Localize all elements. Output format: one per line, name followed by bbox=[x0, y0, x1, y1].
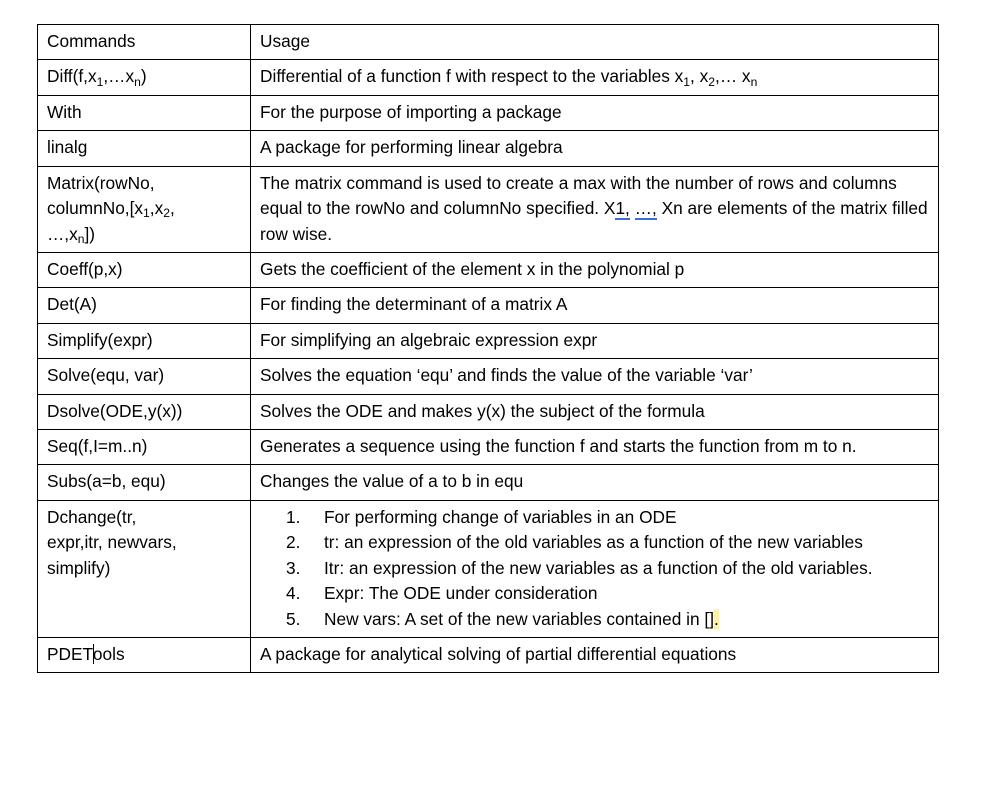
grammar-error-mark: 1, bbox=[615, 198, 630, 219]
list-item: For performing change of variables in an ODE bbox=[324, 506, 677, 527]
table-row bbox=[38, 288, 939, 323]
list-item: Expr: The ODE under consideration bbox=[324, 583, 598, 604]
table-row bbox=[38, 500, 939, 637]
table-row bbox=[38, 638, 939, 673]
command-cell-coeff: Coeff(p,x) bbox=[38, 252, 251, 287]
grammar-error-mark: …, bbox=[634, 198, 657, 219]
command-text-line: expr,itr, newvars, bbox=[47, 532, 177, 553]
usage-numbered-list bbox=[260, 505, 931, 632]
command-text-after-caret: ools bbox=[92, 644, 125, 665]
usage-cell-pdetools: A package for analytical solving of partial differential equations bbox=[251, 638, 939, 673]
highlighted-period: . bbox=[714, 608, 719, 629]
command-cell-solve: Solve(equ, var) bbox=[38, 359, 251, 394]
command-text-before-caret: PDET bbox=[47, 644, 94, 665]
command-cell-dsolve: Dsolve(ODE,y(x)) bbox=[38, 394, 251, 429]
command-text-line: simplify) bbox=[47, 557, 111, 578]
table-row bbox=[38, 394, 939, 429]
command-text-line: $\dots,x_n$]) bbox=[47, 223, 96, 246]
table-row bbox=[38, 323, 939, 358]
list-item bbox=[260, 607, 931, 632]
command-cell-det: Det(A) bbox=[38, 288, 251, 323]
usage-text: Differential of a function f with respect to the variables $x_1$, $x_2,\dots$ $x_n$ bbox=[260, 66, 758, 89]
command-text-line: Matrix(rowNo, bbox=[47, 172, 155, 193]
usage-cell-with: For the purpose of importing a package bbox=[251, 95, 939, 130]
list-item-text: New vars: A set of the new variables contained in [] bbox=[324, 608, 715, 629]
command-cell-subs: Subs(a=b, equ) bbox=[38, 465, 251, 500]
table-row bbox=[38, 359, 939, 394]
command-text-line: $columnNo,[x_1,x_2$, bbox=[47, 198, 175, 221]
usage-cell-det: For finding the determinant of a matrix A bbox=[251, 288, 939, 323]
header-cell-usage: Usage bbox=[251, 25, 939, 60]
table-header-row bbox=[38, 25, 939, 60]
table-row bbox=[38, 95, 939, 130]
command-cell-pdetools[interactable] bbox=[38, 638, 251, 673]
table-row bbox=[38, 60, 939, 95]
command-cell-matrix bbox=[38, 166, 251, 252]
table-row bbox=[38, 252, 939, 287]
usage-cell-diff bbox=[251, 60, 939, 95]
usage-cell-seq: Generates a sequence using the function f and starts the function from m to n. bbox=[251, 430, 939, 465]
header-cell-commands: Commands bbox=[38, 25, 251, 60]
command-text-line: Dchange(tr, bbox=[47, 506, 137, 527]
usage-cell-dchange bbox=[251, 500, 939, 637]
usage-cell-dsolve: Solves the ODE and makes y(x) the subject of the formula bbox=[251, 394, 939, 429]
table-row bbox=[38, 131, 939, 166]
commands-usage-table bbox=[37, 24, 939, 673]
usage-cell-matrix bbox=[251, 166, 939, 252]
usage-cell-simplify: For simplifying an algebraic expression expr bbox=[251, 323, 939, 358]
usage-cell-coeff: Gets the coefficient of the element x in the polynomial p bbox=[251, 252, 939, 287]
usage-cell-solve: Solves the equation ‘equ’ and finds the value of the variable ‘var’ bbox=[251, 359, 939, 394]
command-text: $Diff(f,x_1,\dots x_n)$ bbox=[47, 66, 147, 89]
list-item: tr: an expression of the old variables as a function of the new variables bbox=[324, 532, 863, 553]
list-item: Itr: an expression of the new variables as a function of the old variables. bbox=[324, 557, 873, 578]
command-cell-with: With bbox=[38, 95, 251, 130]
command-cell-linalg: linalg bbox=[38, 131, 251, 166]
table-row bbox=[38, 465, 939, 500]
command-cell-simplify: Simplify(expr) bbox=[38, 323, 251, 358]
table-row bbox=[38, 166, 939, 252]
table-row bbox=[38, 430, 939, 465]
usage-cell-subs: Changes the value of a to b in equ bbox=[251, 465, 939, 500]
command-cell-diff bbox=[38, 60, 251, 95]
usage-text: The matrix command is used to create a max with the number of rows and columns equal to the rowNo and columnNo specified. X1, …, Xn are elements of the matrix filled row wise. bbox=[260, 172, 928, 244]
command-cell-seq: Seq(f,I=m..n) bbox=[38, 430, 251, 465]
usage-cell-linalg: A package for performing linear algebra bbox=[251, 131, 939, 166]
command-cell-dchange bbox=[38, 500, 251, 637]
